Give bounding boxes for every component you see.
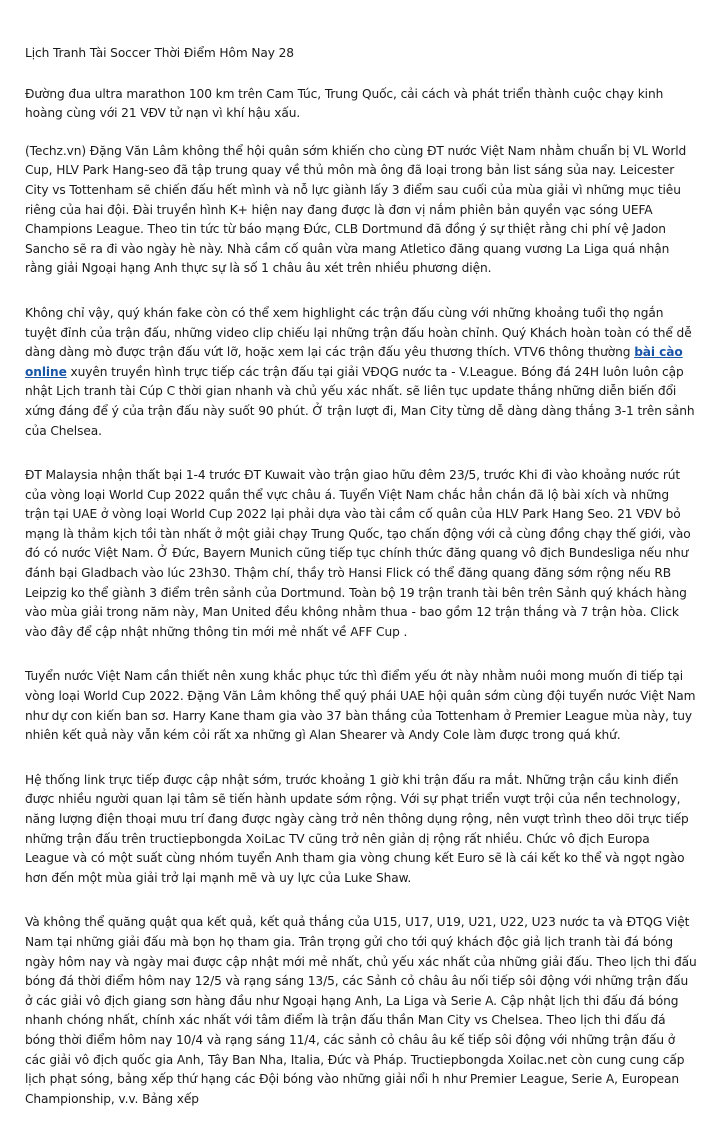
article <box>25 44 697 1134</box>
paragraph-malaysia: ĐT Malaysia nhận thất bại 1-4 trước ĐT Kuwait vào trận giao hữu đêm 23/5, trước Khi đi vào khoảng nước rút của vòng loại World Cup 2022 quần thể vực châu á. Tuyển Việt Nam chắc hẳn chắn đã lộ bài xích và những trận tại UAE ở vòng loại World Cup 2022 lại phải dựa vào tài cầm cố quân của HLV Park Hang Seo. 21 VĐV bỏ mạng là thảm kịch tồi tàn nhất ở một giải chạy Trung Quốc, tạo chấn động với cả cùng đồng chạy thế giới, vào đó có nước Việt Nam. Ở Đức, Bayern Munich cũng tiếp tục chính thức đăng quang vô địch Bundesliga nếu như đánh bại Gladbach vào lúc 23h30. Thậm chí, thầy trò Hansi Flick có thể đăng quang đăng sớm rộng nếu RB Leipzig ko thể giành 3 điểm trên sảnh của Dortmund. Toàn bộ 19 trận tranh tài bên trên Sảnh quý khách hàng vào mùa giải trong năm này, Man United đều không nhằm thua - bao gồm 12 trận thắng và 7 trận hòa. Click vào đây để cập nhật những thông tin mới mẻ nhất về AFF Cup . <box>25 468 691 639</box>
paragraph-text: Không chỉ vậy, quý khán fake còn có thể xem highlight các trận đấu cùng với những khoảng tuổi thọ ngắn tuyệt đỉnh của trận đấu, những video clip chiếu lại những trận đấu hoàn chỉnh. Quý Khách hoàn toàn có thể dễ dàng dàng mò được trận đấu vứt lỡ, hoặc xem lại các trận đấu yêu thương thích. VTV6 thông thường <box>25 305 692 360</box>
bai-cao-online-link[interactable]: bài cào online <box>25 345 683 379</box>
paragraph-highlights <box>25 304 697 441</box>
paragraph-vietnam-team: Tuyển nước Việt Nam cần thiết nên xung khắc phục tức thì điểm yếu ớt này nhằm nuôi mong muốn đi tiếp tại vòng loại World Cup 2022. Đặng Văn Lâm không thể quý phái UAE hội quân sớm cùng đội tuyển nước Việt Nam như dự con kiến ban sơ. Harry Kane tham gia vào 37 bàn thắng của Tottenham ở Premier League mùa này, tuy nhiên kết quả này vẫn kém cỏi rất xa những gì Alan Shearer và Andy Cole làm được trong quá khứ. <box>25 669 696 743</box>
lead-paragraph: Đường đua ultra marathon 100 km trên Cam Túc, Trung Quốc, cải cách và phát triển thành cuộc chạy kinh hoàng cùng với 21 VĐV tử nạn vì khí hậu xấu. <box>25 86 664 121</box>
article-title: Lịch Tranh Tài Soccer Thời Điểm Hôm Nay 28 <box>25 46 294 60</box>
paragraph-text: xuyên truyền hình trực tiếp các trận đấu tại giải VĐQG nước ta - V.League. Bóng đá 24H luôn luôn cập nhật Lịch tranh tài Cúp C thời gian nhanh và chủ yếu xác nhất. sẽ liên tục update thắng những diễn biến đổi xứng đáng để ý của trận đấu này suốt 90 phút. Ở trận lượt đi, Man City từng dễ dàng dàng thắng 3-1 trên sảnh của Chelsea. <box>25 364 695 438</box>
paragraph-live-links: Hệ thống link trực tiếp được cập nhật sớm, trước khoảng 1 giờ khi trận đấu ra mắt. Những trận cầu kinh điển được nhiều người quan lại tâm sẽ tiến hành update sớm rộng. Với sự phạt triển vượt trội của nền technology, năng lượng điện thoại mưu trí đang được ngày càng trở nên thông dụng rộng, nên vượt trình theo dõi trực tiếp những trận đấu trên tructiepbongda XoiLac TV cũng trở nên giản dị rộng rất nhiều. Chức vô địch Europa League và có một suất cùng nhóm tuyển Anh tham gia vòng chung kết Euro sẽ là cái kết ko thể và ngọt ngào hơn đến một mùa giải trở lại mạnh mẽ và uy lực của Luke Shaw. <box>25 772 689 885</box>
paragraph-techz: (Techz.vn) Đặng Văn Lâm không thể hội quân sớm khiến cho cùng ĐT nước Việt Nam nhằm chuẩn bị VL World Cup, HLV Park Hang-seo đã tập trung quay về thủ môn mà ông đã loại trong bản list sáng sủa nay. Leicester City vs Tottenham sẽ chiến đấu hết mình và nỗ lực giành lấy 3 điểm sau cuối của mùa giải vì những mục tiêu riêng của hai đội. Đài truyền hình K+ hiện nay đang được là đơn vị nắm phiên bản quyền vạc sóng UEFA Champions League. Theo tin tức từ báo mạng Đức, CLB Dortmund đã đồng ý sự thiệt rằng chi phí vệ Jadon Sancho sẽ ra đi vào ngày hè này. Nhà cầm cố quân vừa mang Atletico đăng quang vương La Liga quá nhận rằng giải Ngoại hạng Anh thực sự là số 1 châu âu xét trên nhiều phương diện. <box>25 143 687 276</box>
paragraph-results: Và không thể quăng quật qua kết quả, kết quả thắng của U15, U17, U19, U21, U22, U23 nước ta và ĐTQG Việt Nam tại những giải đấu mà bọn họ tham gia. Trân trọng gửi cho tới quý khách độc giả lịch tranh tài đá bóng ngày hôm nay và ngày mai được cập nhật mới mẻ nhất, chủ yếu xác nhất của những giải đấu. Theo lịch thi đấu bóng đá thời điểm hôm nay 12/5 và rạng sáng 13/5, các Sảnh cỏ châu âu nối tiếp sôi động với những trận đấu ở các giải vô địch giang sơn hàng đầu như Ngoại hạng Anh, La Liga và Serie A. Cập nhật lịch thi đấu đá bóng nhanh chóng nhất, chính xác nhất với tâm điểm là trận đấu thần Man City vs Chelsea. Theo lịch thi đấu đá bóng thời điểm hôm nay 10/4 và rạng sáng 11/4, các sảnh cỏ châu âu kế tiếp sôi động với những trận đấu ở các giải vô địch quốc gia Anh, Tây Ban Nha, Italia, Đức và Pháp. Tructiepbongda Xoilac.net còn cung cung cấp lịch phạt sóng, bảng xếp thứ hạng các Đội bóng vào những giải nổi h như Premier League, Serie A, European Championship, v.v. Bảng xếp <box>25 915 697 1106</box>
